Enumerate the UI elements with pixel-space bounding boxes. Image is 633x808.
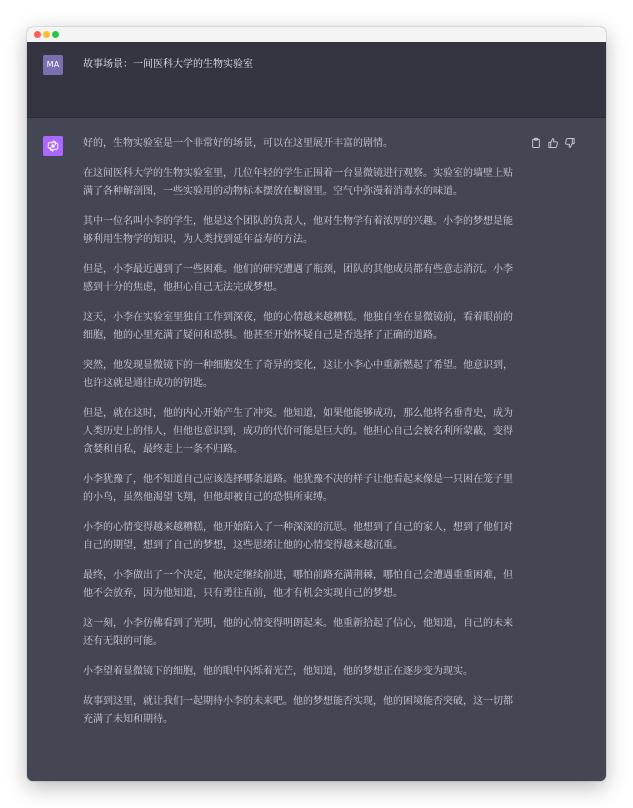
message-paragraph: 突然，他发现显微镜下的一种细胞发生了奇异的变化，这让小李心中重新燃起了希望。他意识到，也许这就是通往成功的钥匙。 (83, 360, 513, 389)
message-paragraph: 其中一位名叫小李的学生，他是这个团队的负责人，他对生物学有着浓厚的兴趣。小李的梦想是能够利用生物学的知识，为人类找到延年益寿的方法。 (83, 216, 513, 245)
close-window-button[interactable] (34, 31, 41, 38)
thumbs-down-icon[interactable] (564, 137, 576, 149)
maximize-window-button[interactable] (52, 31, 59, 38)
chat-window (27, 27, 606, 781)
user-message-text: 故事场景：一间医科大学的生物实验室 (83, 59, 253, 70)
window-titlebar (27, 27, 606, 42)
message-paragraph: 故事到这里，就让我们一起期待小李的未来吧。他的梦想能否实现，他的困境能否突破，这一切都充满了未知和期待。 (83, 696, 513, 725)
message-paragraph: 好的，生物实验室是一个非常好的场景，可以在这里展开丰富的剧情。 (83, 138, 393, 149)
message-paragraph: 这天，小李在实验室里独自工作到深夜，他的心情越来越糟糕。他独自坐在显微镜前，看着眼前的细胞，他的心里充满了疑问和恐惧。他甚至开始怀疑自己是否选择了正确的道路。 (83, 312, 513, 341)
message-paragraph: 这一刻，小李仿佛看到了光明，他的心情变得明朗起来。他重新拾起了信心，他知道，自己的未来还有无限的可能。 (83, 618, 513, 647)
clipboard-icon[interactable] (530, 137, 542, 149)
openai-logo-icon (43, 136, 63, 156)
assistant-message-content (83, 135, 516, 741)
user-message (27, 42, 606, 118)
message-paragraph: 最终，小李做出了一个决定，他决定继续前进，哪怕前路充满荆棘，哪怕自己会遭遇重重困难，但他不会放弃，因为他知道，只有勇往直前，他才有机会实现自己的梦想。 (83, 570, 513, 599)
user-avatar: MA (43, 55, 63, 75)
message-paragraph: 但是，小李最近遇到了一些困难。他们的研究遭遇了瓶颈，团队的其他成员都有些意志消沉。小李感到十分的焦虑，他担心自己无法完成梦想。 (83, 264, 513, 293)
message-paragraph: 小李的心情变得越来越糟糕，他开始陷入了一种深深的沉思。他想到了自己的家人，想到了他们对自己的期望，想到了自己的梦想，这些思绪让他的心情变得越来越沉重。 (83, 522, 513, 551)
minimize-window-button[interactable] (43, 31, 50, 38)
message-actions (530, 137, 580, 149)
message-paragraph: 小李望着显微镜下的细胞，他的眼中闪烁着光芒，他知道，他的梦想正在逐步变为现实。 (83, 666, 473, 677)
thumbs-up-icon[interactable] (547, 137, 559, 149)
message-paragraph: 在这间医科大学的生物实验室里，几位年轻的学生正围着一台显微镜进行观察。实验室的墙壁上贴满了各种解剖图，一些实验用的动物标本摆放在橱窗里。空气中弥漫着消毒水的味道。 (83, 168, 513, 197)
assistant-message (27, 118, 606, 781)
message-paragraph: 但是，就在这时，他的内心开始产生了冲突。他知道，如果他能够成功，那么他将名垂青史，成为人类历史上的伟人，但他也意识到，成功的代价可能是巨大的。他担心自己会被名利所蒙蔽，变得贪婪和自私，最终走上一条不归路。 (83, 408, 513, 455)
message-paragraph: 小李犹豫了，他不知道自己应该选择哪条道路。他犹豫不决的样子让他看起来像是一只困在笼子里的小鸟，虽然他渴望飞翔，但他却被自己的恐惧所束缚。 (83, 474, 513, 503)
